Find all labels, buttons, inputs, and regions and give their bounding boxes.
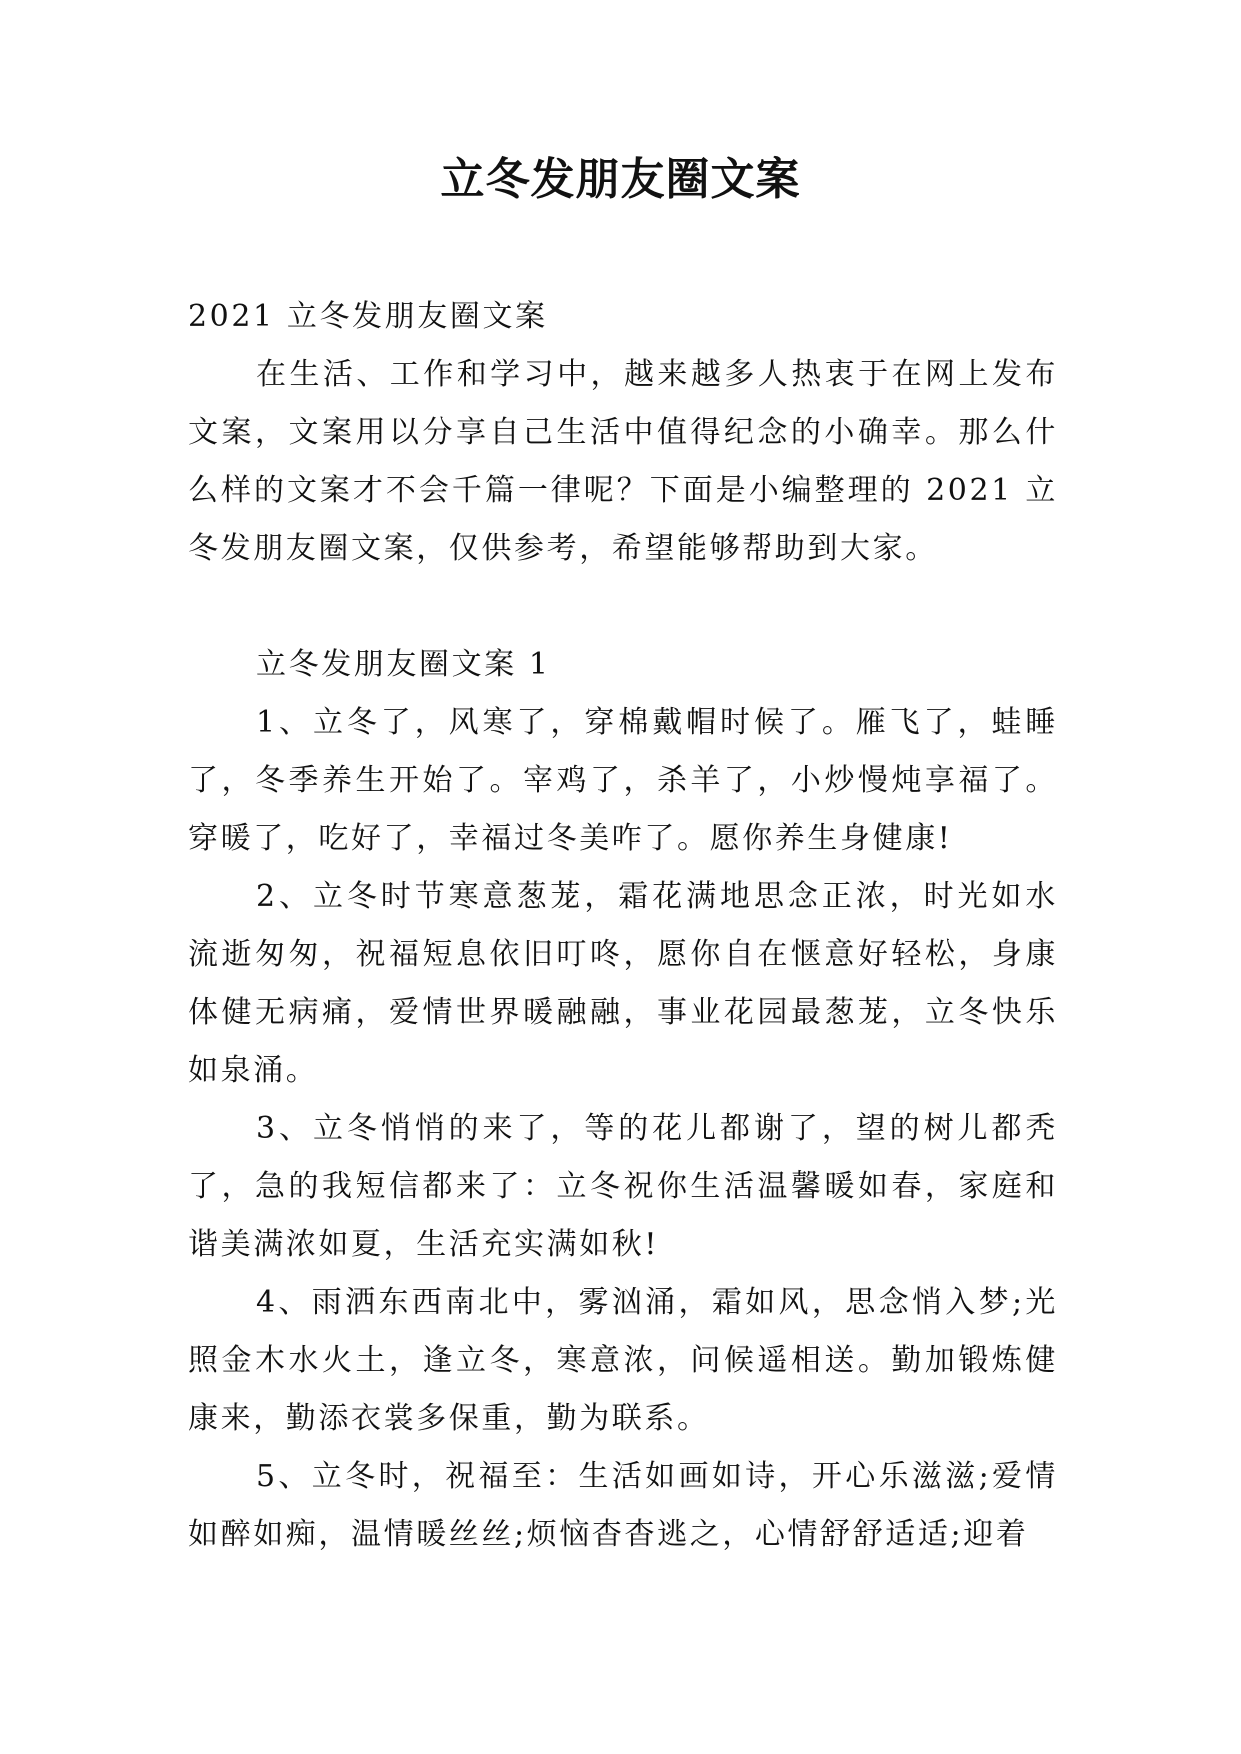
paragraph-spacer [188,578,1058,636]
intro-paragraph: 在生活、工作和学习中，越来越多人热衷于在网上发布文案，文案用以分享自己生活中值得纪念的小确幸。那么什么样的文案才不会千篇一律呢？下面是小编整理的 2021 立冬发朋友圈文案，仅供参考，希望能够帮助到大家。 [188,357,1058,566]
document-subtitle: 2021 立冬发朋友圈文案 [188,299,548,334]
section-heading: 立冬发朋友圈文案 1 [256,647,551,682]
list-item: 2、立冬时节寒意葱茏，霜花满地思念正浓，时光如水流逝匆匆，祝福短息依旧叮咚，愿你自在惬意好轻松，身康体健无病痛，爱情世界暖融融，事业花园最葱茏，立冬快乐如泉涌。 [188,879,1058,1088]
list-item: 5、立冬时，祝福至：生活如画如诗，开心乐滋滋;爱情如醉如痴，温情暖丝丝;烦恼杳杳逃之，心情舒舒适适;迎着 [188,1459,1058,1552]
list-item: 3、立冬悄悄的来了，等的花儿都谢了，望的树儿都秃了，急的我短信都来了：立冬祝你生活温馨暖如春，家庭和谐美满浓如夏，生活充实满如秋! [188,1111,1058,1262]
document-title: 立冬发朋友圈文案 [440,154,801,205]
document-body [188,288,1058,1564]
list-item: 4、雨洒东西南北中，雾汹涌，霜如风，思念悄入梦;光照金木水火土，逢立冬，寒意浓，问候遥相送。勤加锻炼健康来，勤添衣裳多保重，勤为联系。 [188,1285,1058,1436]
list-item: 1、立冬了，风寒了，穿棉戴帽时候了。雁飞了，蛙睡了，冬季养生开始了。宰鸡了，杀羊了，小炒慢炖享福了。穿暖了，吃好了，幸福过冬美咋了。愿你养生身健康! [188,705,1058,856]
